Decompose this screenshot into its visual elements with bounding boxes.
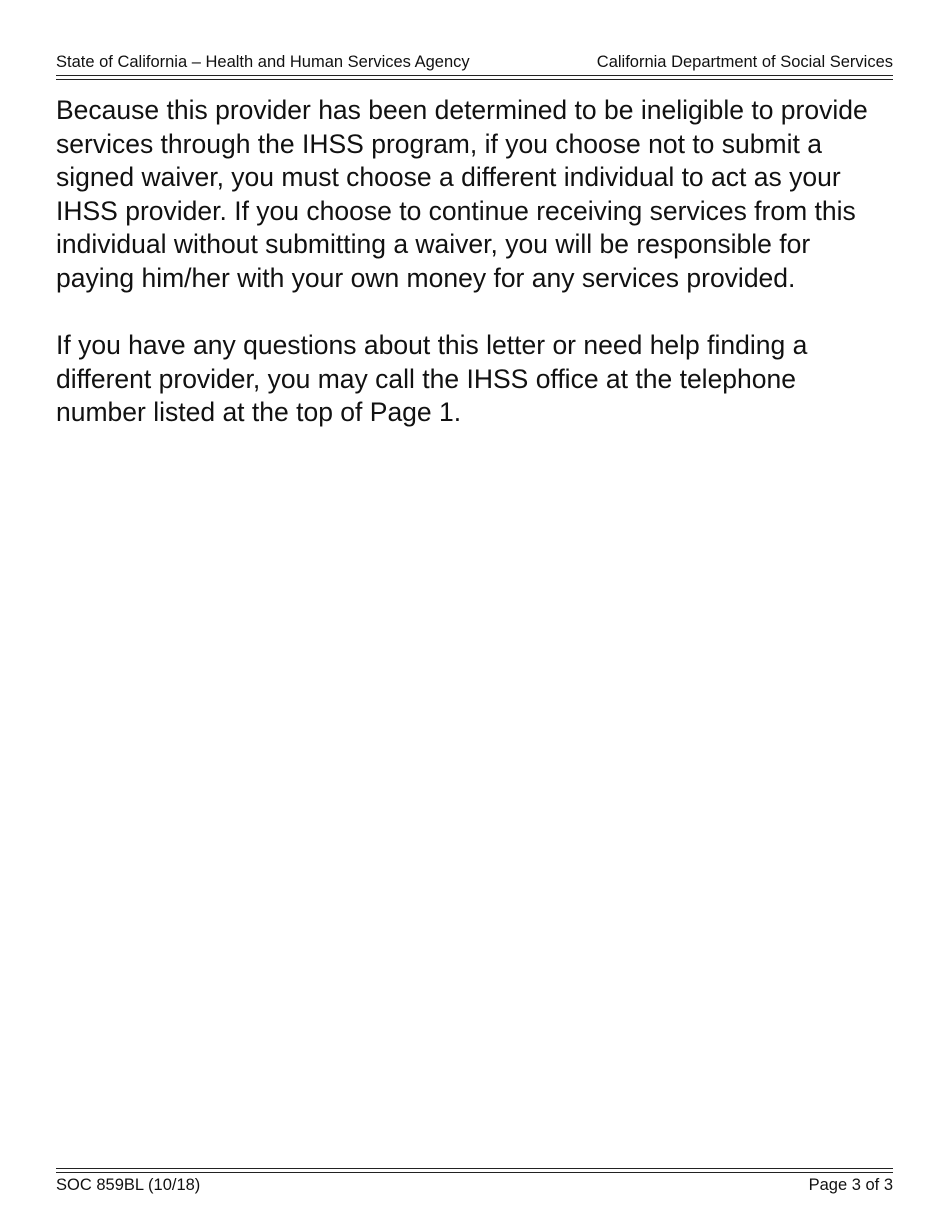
page-header xyxy=(56,52,893,72)
header-divider-bottom xyxy=(56,79,893,80)
paragraph-waiver-notice: Because this provider has been determined to be ineligible to provide services through the IHSS program, if you choose not to submit a signed waiver, you must choose a different individual to act as your IHSS provider. If you choose to continue receiving services from this individual without submitting a waiver, you will be responsible for paying him/her with your own money for any services provided. xyxy=(56,95,868,293)
form-id: SOC 859BL (10/18) xyxy=(56,1176,201,1194)
page-number: Page 3 of 3 xyxy=(808,1176,893,1194)
department-name: California Department of Social Services xyxy=(596,53,893,71)
agency-name: State of California – Health and Human Services Agency xyxy=(56,53,470,71)
page-footer xyxy=(56,1175,893,1195)
footer-divider-top xyxy=(56,1168,893,1169)
footer-divider-bottom xyxy=(56,1172,893,1173)
header-divider-top xyxy=(56,75,893,76)
letter-body xyxy=(56,94,890,430)
paragraph-contact-info: If you have any questions about this letter or need help finding a different provider, you may call the IHSS office at the telephone number listed at the top of Page 1. xyxy=(56,330,808,428)
